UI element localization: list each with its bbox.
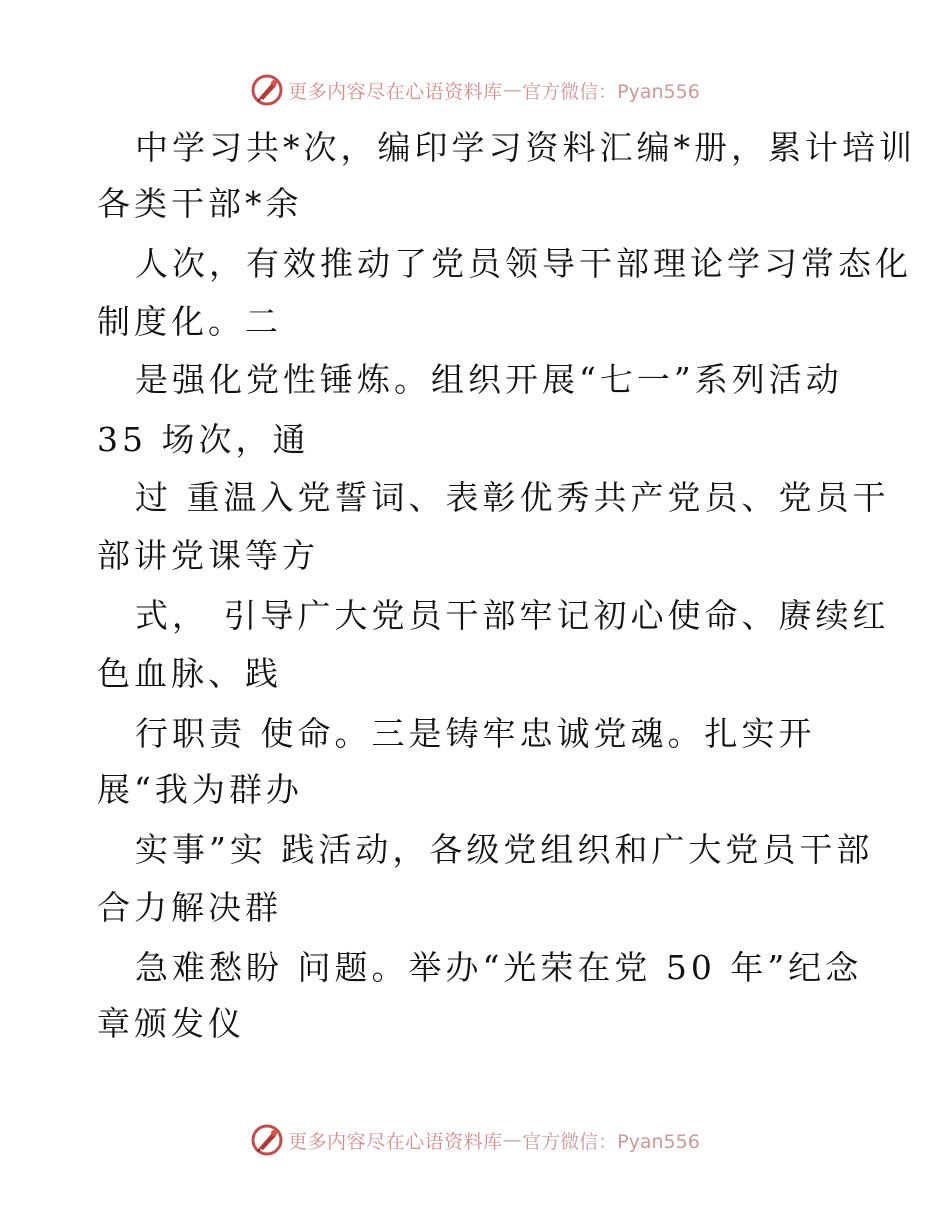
header-watermark	[0, 70, 950, 110]
text-line: 部讲党课等方	[97, 536, 319, 575]
text-line: 中学习共*次，编印学习资料汇编*册，累计培训	[135, 128, 916, 167]
text-line: 是强化党性锤炼。组织开展“七一”系列活动	[135, 360, 843, 399]
text-line: 合力解决群	[97, 888, 282, 927]
watermark-contact: 官方微信：Pyan556	[522, 80, 700, 103]
text-line: 行职责 使命。三是铸牢忠诚党魂。扎实开	[135, 714, 816, 753]
text-line: 35 场次，通	[97, 420, 310, 459]
pen-logo-icon	[250, 73, 284, 107]
watermark-separator: —	[502, 1129, 523, 1151]
text-line: 急难愁盼 问题。举办“光荣在党 50 年”纪念	[135, 948, 863, 987]
footer-watermark	[0, 1120, 950, 1160]
text-line: 章颁发仪	[97, 1004, 245, 1043]
text-line: 人次，有效推动了党员领导干部理论学习常态化	[135, 244, 912, 283]
text-line: 实事”实 践活动，各级党组织和广大党员干部	[135, 830, 874, 869]
text-line: 制度化。二	[97, 302, 282, 341]
text-line: 各类干部*余	[97, 184, 303, 223]
text-line: 展“我为群办	[97, 770, 303, 809]
watermark-text: 更多内容尽在心语资料库	[288, 80, 503, 103]
text-line: 式， 引导广大党员干部牢记初心使命、赓续红	[135, 596, 890, 635]
watermark-text: 更多内容尽在心语资料库	[288, 1130, 503, 1153]
watermark-contact: 官方微信：Pyan556	[522, 1130, 700, 1153]
text-line: 色血脉、践	[97, 654, 282, 693]
text-line: 过 重温入党誓词、表彰优秀共产党员、党员干	[135, 478, 890, 517]
watermark-separator: —	[502, 79, 523, 101]
pen-logo-icon	[250, 1123, 284, 1157]
